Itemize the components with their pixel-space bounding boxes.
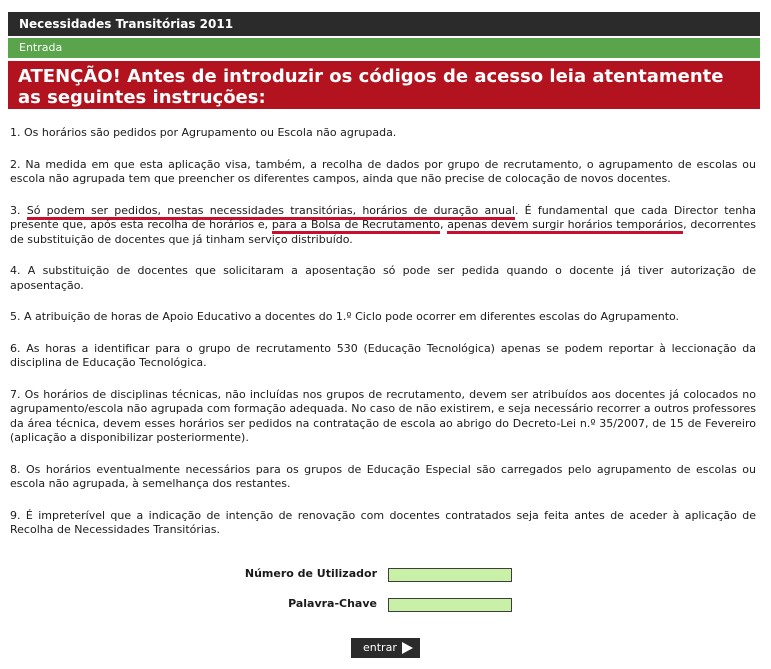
- instruction-2: 2. Na medida em que esta aplicação visa, também, a recolha de dados por grupo de recrutamento, o agrupamento de escolas ou escola não agrupada tem que preencher os diferentes campos, ainda que não precise de colocação de novos docentes.: [10, 157, 756, 185]
- instructions-list: [10, 126, 756, 555]
- password-label: Palavra-Chave: [288, 597, 377, 610]
- instruction-5: 5. A atribuição de horas de Apoio Educativo a docentes do 1.º Ciclo pode ocorrer em diferentes escolas do Agrupamento.: [10, 310, 680, 323]
- section-title: Entrada: [19, 41, 63, 54]
- warning-text: ATENÇÃO! Antes de introduzir os códigos de acesso leia atentamente as seguintes instruções:: [18, 66, 724, 108]
- instruction-3-underline-bolsa: para a Bolsa de Recrutamento: [272, 218, 440, 234]
- instruction-3-text-a: . É fundamental que cada Director tenha presente que, após esta recolha de horários e,: [10, 203, 756, 231]
- arrow-right-icon: [402, 642, 413, 654]
- instruction-8: 8. Os horários eventualmente necessários para os grupos de Educação Especial são carregados pelo agrupamento de escolas ou escola não agrupada, à semelhança dos restantes.: [10, 462, 756, 490]
- instruction-7: 7. Os horários de disciplinas técnicas, não incluídas nos grupos de recrutamento, devem ser atribuídos aos docentes já colocados no agrupamento/escola não agrupada com formação adequada. No caso de não existirem, e seja necessário recorrer a outros professores da área técnica, devem esses horários ser pedidos na contratação de escola ao abrigo do Decreto-Lei n.º 35/2007, de 15 de Fevereiro (aplicação a disponibilizar posteriormente).: [10, 387, 756, 444]
- app-title: Necessidades Transitórias 2011: [19, 17, 234, 31]
- instruction-3-text-b: ,: [439, 218, 448, 231]
- instruction-3-underline-temporarios: apenas devem surgir horários temporários: [447, 218, 683, 234]
- instruction-3: [10, 204, 756, 248]
- username-input[interactable]: [388, 568, 512, 582]
- instruction-3-text-c: , decorrentes de substituição de docentes que já tinham serviço distribuído.: [10, 218, 757, 246]
- warning-banner: [8, 61, 760, 109]
- username-label: Número de Utilizador: [244, 567, 377, 580]
- password-input[interactable]: [388, 598, 512, 612]
- instruction-3-underline-annual: Só podem ser pedidos, nestas necessidades transitórias, horários de duração anual: [27, 204, 515, 220]
- section-bar: [8, 38, 760, 58]
- submit-button[interactable]: [351, 638, 420, 658]
- app-title-bar: [8, 12, 760, 36]
- instruction-6: 6. As horas a identificar para o grupo de recrutamento 530 (Educação Tecnológica) apenas se podem reportar à leccionação da disciplina de Educação Tecnológica.: [10, 341, 756, 369]
- instruction-3-number: 3.: [10, 203, 27, 217]
- instruction-4: 4. A substituição de docentes que solicitaram a aposentação só pode ser pedida quando o docente já tiver autorização de aposentação.: [10, 264, 756, 292]
- submit-label: entrar: [363, 641, 397, 654]
- instruction-1: 1. Os horários são pedidos por Agrupamento ou Escola não agrupada.: [10, 126, 397, 139]
- instruction-9: 9. É impreterível que a indicação de intenção de renovação com docentes contratados seja feita antes de aceder à aplicação de Recolha de Necessidades Transitórias.: [10, 508, 756, 536]
